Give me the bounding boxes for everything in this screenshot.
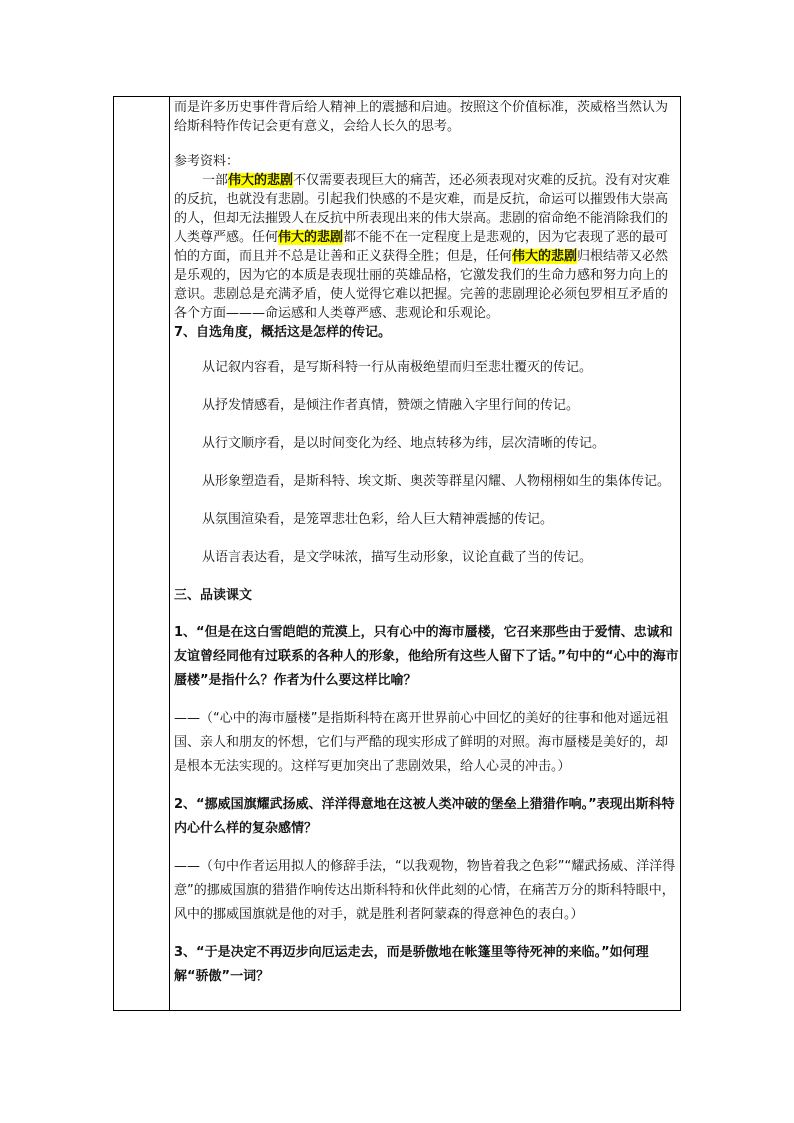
spacer xyxy=(174,841,679,855)
spacer xyxy=(174,380,679,394)
spacer xyxy=(174,570,679,586)
reference-text-3: 都不能不在一定程度上是悲观的，因为它表现了恶的最可怕的方面，而且并不总是让善和正义获得全胜；但是，任何 xyxy=(174,230,669,264)
spacer xyxy=(174,456,679,470)
reference-text-1: 一部 xyxy=(202,173,229,188)
answer-1: ——（“心中的海市蜃楼”是指斯科特在离开世界前心中回忆的美好的往事和他对遥远祖国、亲人和朋友的怀想，它们与严酷的现实形成了鲜明的对照。海市蜃楼是美好的，却是根本无法实现的。这样写更加突出了悲剧效果，给人心灵的冲击。） xyxy=(174,711,669,774)
answer-2: ——（句中作者运用拟人的修辞手法，“以我观物，物皆着我之色彩”“耀武扬威、洋洋得意”的挪威国旗的猎猎作响传达出斯科特和伙伴此刻的心情，在痛苦万分的斯科特眼中，风中的挪威国旗就是他的对手，就是胜利者阿蒙森的得意神色的表白。） xyxy=(174,859,676,922)
continuation-paragraph: 而是许多历史事件背后给人精神上的震撼和启迪。按照这个价值标准，茨威格当然认为给斯科特作传记会更有意义，会给人长久的思考。 xyxy=(174,100,669,134)
reference-paragraph xyxy=(174,171,679,323)
spacer xyxy=(174,693,679,707)
reference-heading: 参考资料： xyxy=(174,154,240,169)
spacer xyxy=(174,136,679,152)
question-7-title: 7、自选角度，概括这是怎样的传记。 xyxy=(174,325,392,340)
view-language: 从语言表达看，是文学味浓，描写生动形象，议论直截了当的传记。 xyxy=(202,550,593,565)
question-2: 2、“挪威国旗耀武扬威、洋洋得意地在这被人类冲破的堡垒上猎猎作响。”表现出斯科特内心什么样的复杂感情？ xyxy=(174,797,675,836)
document-table xyxy=(113,96,681,1011)
view-portrayal: 从形象塑造看，是斯科特、埃文斯、奥茨等群星闪耀、人物栩栩如生的集体传记。 xyxy=(202,474,671,489)
highlight-great-tragedy-2: 伟大的悲剧 xyxy=(278,230,344,245)
highlight-great-tragedy-3: 伟大的悲剧 xyxy=(512,249,578,264)
left-column-cell xyxy=(114,97,170,1010)
spacer xyxy=(174,494,679,508)
question-1: 1、“但是在这白雪皑皑的荒漠上，只有心中的海市蜃楼，它召来那些由于爱情、忠诚和友谊曾经同他有过联系的各种人的形象，他给所有这些人留下了话。”句中的“心中的海市蜃楼”是指什么？作者为什么要这样比喻？ xyxy=(174,625,679,688)
spacer xyxy=(174,605,679,621)
spacer xyxy=(174,532,679,546)
question-3: 3、“于是决定不再迈步向厄运走去，而是骄傲地在帐篷里等待死神的来临。”如何理解“骄傲”一词？ xyxy=(174,945,649,984)
reference-text-4: 归根结蒂又必然是乐观的，因为它的本质是表现壮丽的英雄品格，它激发我们的生命力感和努力向上的意识。悲剧总是充满矛盾，使人觉得它难以把握。完善的悲剧理论必须包罗相互矛盾的各个方面———命运感和人类尊严感、悲观论和乐观论。 xyxy=(174,249,669,321)
section-3-title: 三、品读课文 xyxy=(174,588,253,603)
view-order: 从行文顺序看，是以时间变化为经、地点转移为纬，层次清晰的传记。 xyxy=(202,436,606,451)
spacer xyxy=(174,927,679,941)
spacer xyxy=(174,342,679,356)
spacer xyxy=(174,779,679,793)
reference-text-2: 不仅需要表现巨大的痛苦，还必须表现对灾难的反抗。没有对灾难的反抗，也就没有悲剧。引起我们快感的不是灾难，而是反抗，命运可以摧毁伟大崇高的人，但却无法摧毁人在反抗中所表现出来的伟大崇高。悲剧的宿命绝不能消除我们的人类尊严感。任何 xyxy=(174,173,671,245)
view-emotion: 从抒发情感看，是倾注作者真情，赞颂之情融入字里行间的传记。 xyxy=(202,398,580,413)
view-atmosphere: 从氛围渲染看，是笼罩悲壮色彩，给人巨大精神震撼的传记。 xyxy=(202,512,554,527)
content-cell xyxy=(171,97,681,1010)
highlight-great-tragedy-1: 伟大的悲剧 xyxy=(228,173,294,188)
spacer xyxy=(174,418,679,432)
view-content: 从记叙内容看，是写斯科特一行从南极绝望而归至悲壮覆灭的传记。 xyxy=(202,360,593,375)
